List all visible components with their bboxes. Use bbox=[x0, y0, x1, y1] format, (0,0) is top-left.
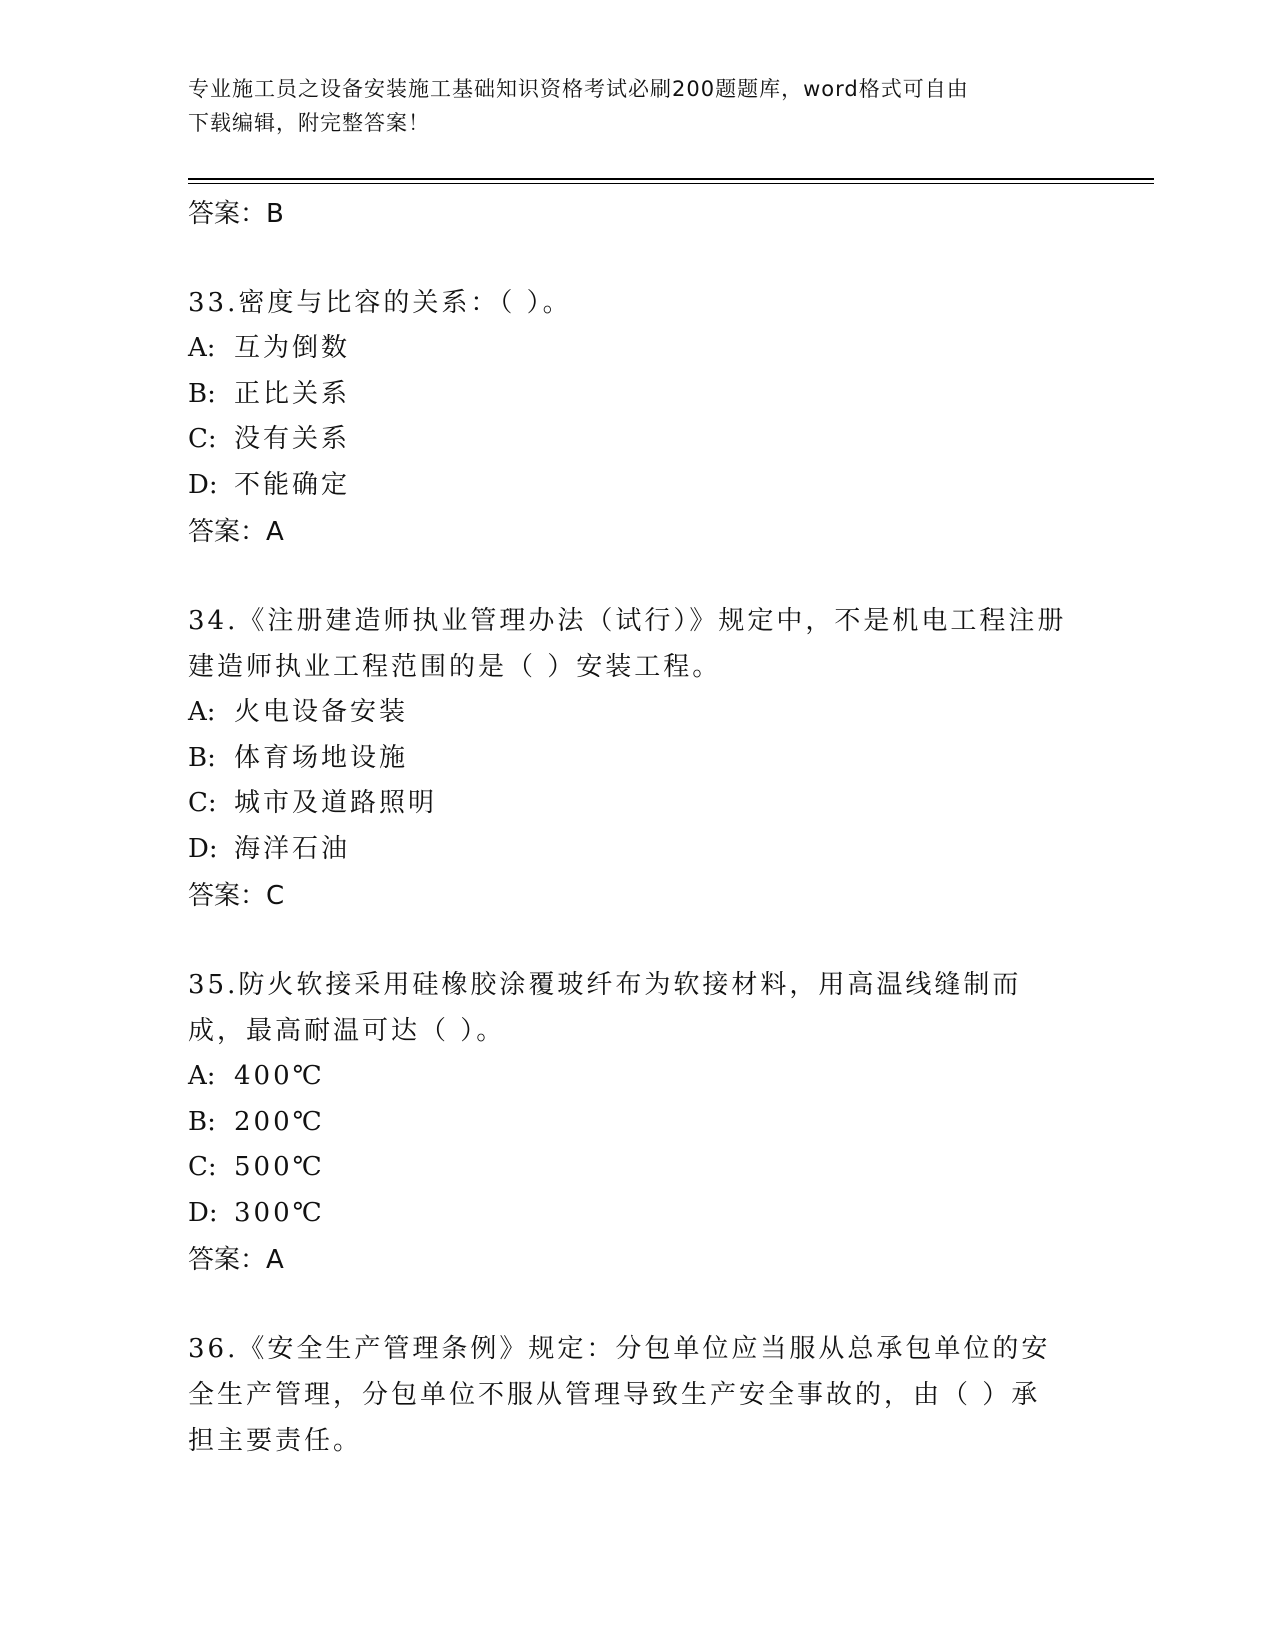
option-text: 400℃ bbox=[234, 1061, 325, 1091]
option-text: 体育场地设施 bbox=[234, 742, 409, 773]
option-a bbox=[188, 326, 1068, 372]
option-text: 500℃ bbox=[234, 1152, 325, 1182]
option-letter: A: bbox=[188, 697, 216, 727]
question-stem: 36.《安全生产管理条例》规定：分包单位应当服从总承包单位的安全生产管理，分包单位不服从管理导致生产安全事故的，由（ ）承担主要责任。 bbox=[188, 1334, 1051, 1456]
option-letter: C: bbox=[188, 424, 217, 454]
document-header bbox=[188, 72, 1088, 140]
header-rule-thin bbox=[188, 183, 1154, 184]
question-stem: 34.《注册建造师执业管理办法（试行）》规定中，不是机电工程注册建造师执业工程范围的是（ ）安装工程。 bbox=[188, 606, 1067, 682]
option-text: 互为倒数 bbox=[234, 333, 351, 363]
previous-answer: 答案：B bbox=[188, 199, 284, 229]
option-d bbox=[188, 827, 1068, 873]
option-letter: B: bbox=[188, 1106, 216, 1137]
option-a bbox=[188, 690, 1068, 736]
answer-line: 答案：A bbox=[188, 517, 284, 547]
option-text: 正比关系 bbox=[234, 378, 351, 409]
question-36 bbox=[188, 1326, 1068, 1464]
option-letter: C: bbox=[188, 1152, 217, 1182]
option-b bbox=[188, 372, 1068, 418]
option-letter: C: bbox=[188, 788, 217, 818]
option-text: 200℃ bbox=[234, 1106, 325, 1137]
option-letter: A: bbox=[188, 1061, 216, 1091]
option-text: 火电设备安装 bbox=[234, 697, 409, 727]
question-33 bbox=[188, 280, 1068, 554]
option-d bbox=[188, 1191, 1068, 1237]
header-title-line2: 下载编辑，附完整答案！ bbox=[188, 111, 430, 135]
option-a bbox=[188, 1054, 1068, 1100]
option-c bbox=[188, 417, 1068, 463]
option-letter: B: bbox=[188, 742, 216, 773]
option-text: 没有关系 bbox=[234, 424, 351, 454]
option-letter: D: bbox=[188, 1197, 218, 1228]
option-b bbox=[188, 736, 1068, 782]
option-c bbox=[188, 1145, 1068, 1191]
option-text: 300℃ bbox=[234, 1197, 325, 1228]
question-35 bbox=[188, 962, 1068, 1282]
answer-line: 答案：A bbox=[188, 1245, 284, 1275]
question-stem: 35.防火软接采用硅橡胶涂覆玻纤布为软接材料，用高温线缝制而成，最高耐温可达（ ）。 bbox=[188, 970, 1022, 1046]
question-stem: 33.密度与比容的关系：（ ）。 bbox=[188, 288, 572, 318]
question-list bbox=[188, 190, 1068, 1464]
header-title-line1: 专业施工员之设备安装施工基础知识资格考试必刷200题题库，word格式可自由 bbox=[188, 77, 969, 101]
option-text: 城市及道路照明 bbox=[234, 788, 438, 818]
option-text: 不能确定 bbox=[234, 469, 351, 500]
option-letter: D: bbox=[188, 469, 218, 500]
option-letter: B: bbox=[188, 378, 216, 409]
header-rule-thick bbox=[188, 178, 1154, 180]
option-letter: D: bbox=[188, 833, 218, 864]
option-c bbox=[188, 781, 1068, 827]
option-text: 海洋石油 bbox=[234, 833, 351, 864]
answer-line: 答案：C bbox=[188, 881, 285, 911]
option-letter: A: bbox=[188, 333, 216, 363]
question-34 bbox=[188, 598, 1068, 918]
option-b bbox=[188, 1100, 1068, 1146]
option-d bbox=[188, 463, 1068, 509]
